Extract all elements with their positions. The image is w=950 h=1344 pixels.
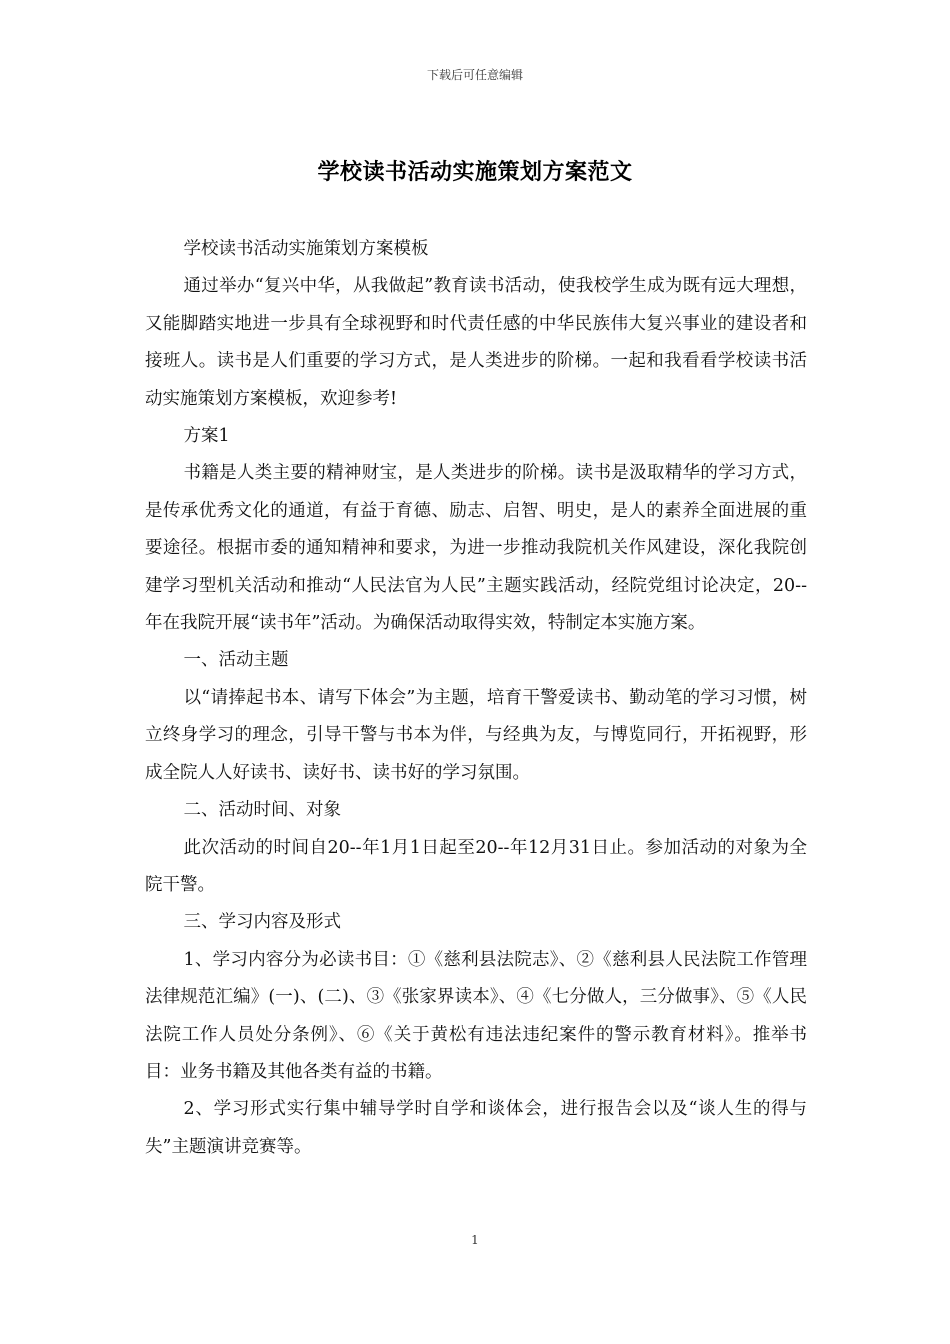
section-heading-content: 三、学习内容及形式 xyxy=(183,912,341,933)
paragraph-content-1: 1、学习内容分为必读书目：①《慈利县法院志》、②《慈利县人民法院工作管理法律规范汇编》(一)、(二)、③《张家界读本》、④《七分做人，三分做事》、⑤《人民法院工作人员处分条例》、⑥《关于黄松有违法违纪案件的警示教育材料》。推举书目：业务书籍及其他各类有益的书籍。 xyxy=(145,949,807,1082)
paragraph-subtitle: 学校读书活动实施策划方案模板 xyxy=(183,239,429,259)
paragraph-theme: 以“请捧起书本、请写下体会”为主题，培育干警爱读书、勤动笔的学习习惯，树立终身学习的理念，引导干警与书本为伴，与经典为友，与博览同行，开拓视野，形成全院人人好读书、读好书、读书好的学习氛围。 xyxy=(145,687,807,783)
paragraph-intro: 通过举办“复兴中华，从我做起”教育读书活动，使我校学生成为既有远大理想，又能脚踏实地进一步具有全球视野和时代责任感的中华民族伟大复兴事业的建设者和接班人。读书是人们重要的学习方式，是人类进步的阶梯。一起和我看看学校读书活动实施策划方案模板，欢迎参考! xyxy=(145,276,807,409)
section-heading-theme: 一、活动主题 xyxy=(183,650,289,671)
document-title: 学校读书活动实施策划方案范文 xyxy=(317,159,633,185)
paragraph-time: 此次活动的时间自20--年1月1日起至20--年12月31日止。参加活动的对象为全院干警。 xyxy=(145,837,807,895)
page-number: 1 xyxy=(471,1233,479,1247)
section-heading-time: 二、活动时间、对象 xyxy=(183,800,341,821)
paragraph-content-2: 2、学习形式实行集中辅导学时自学和谈体会，进行报告会以及“谈人生的得与失”主题演讲竞赛等。 xyxy=(145,1099,807,1157)
document-body xyxy=(145,231,807,1166)
paragraph-plan-heading: 方案1 xyxy=(183,426,230,447)
paragraph-plan-body: 书籍是人类主要的精神财宝，是人类进步的阶梯。读书是汲取精华的学习方式，是传承优秀文化的通道，有益于育德、励志、启智、明史，是人的素养全面进展的重要途径。根据市委的通知精神和要求，为进一步推动我院机关作风建设，深化我院创建学习型机关活动和推动“人民法官为人民”主题实践活动，经院党组讨论决定，20--年在我院开展“读书年”活动。为确保活动取得实效，特制定本实施方案。 xyxy=(145,463,807,634)
header-note: 下载后可任意编辑 xyxy=(426,68,523,82)
